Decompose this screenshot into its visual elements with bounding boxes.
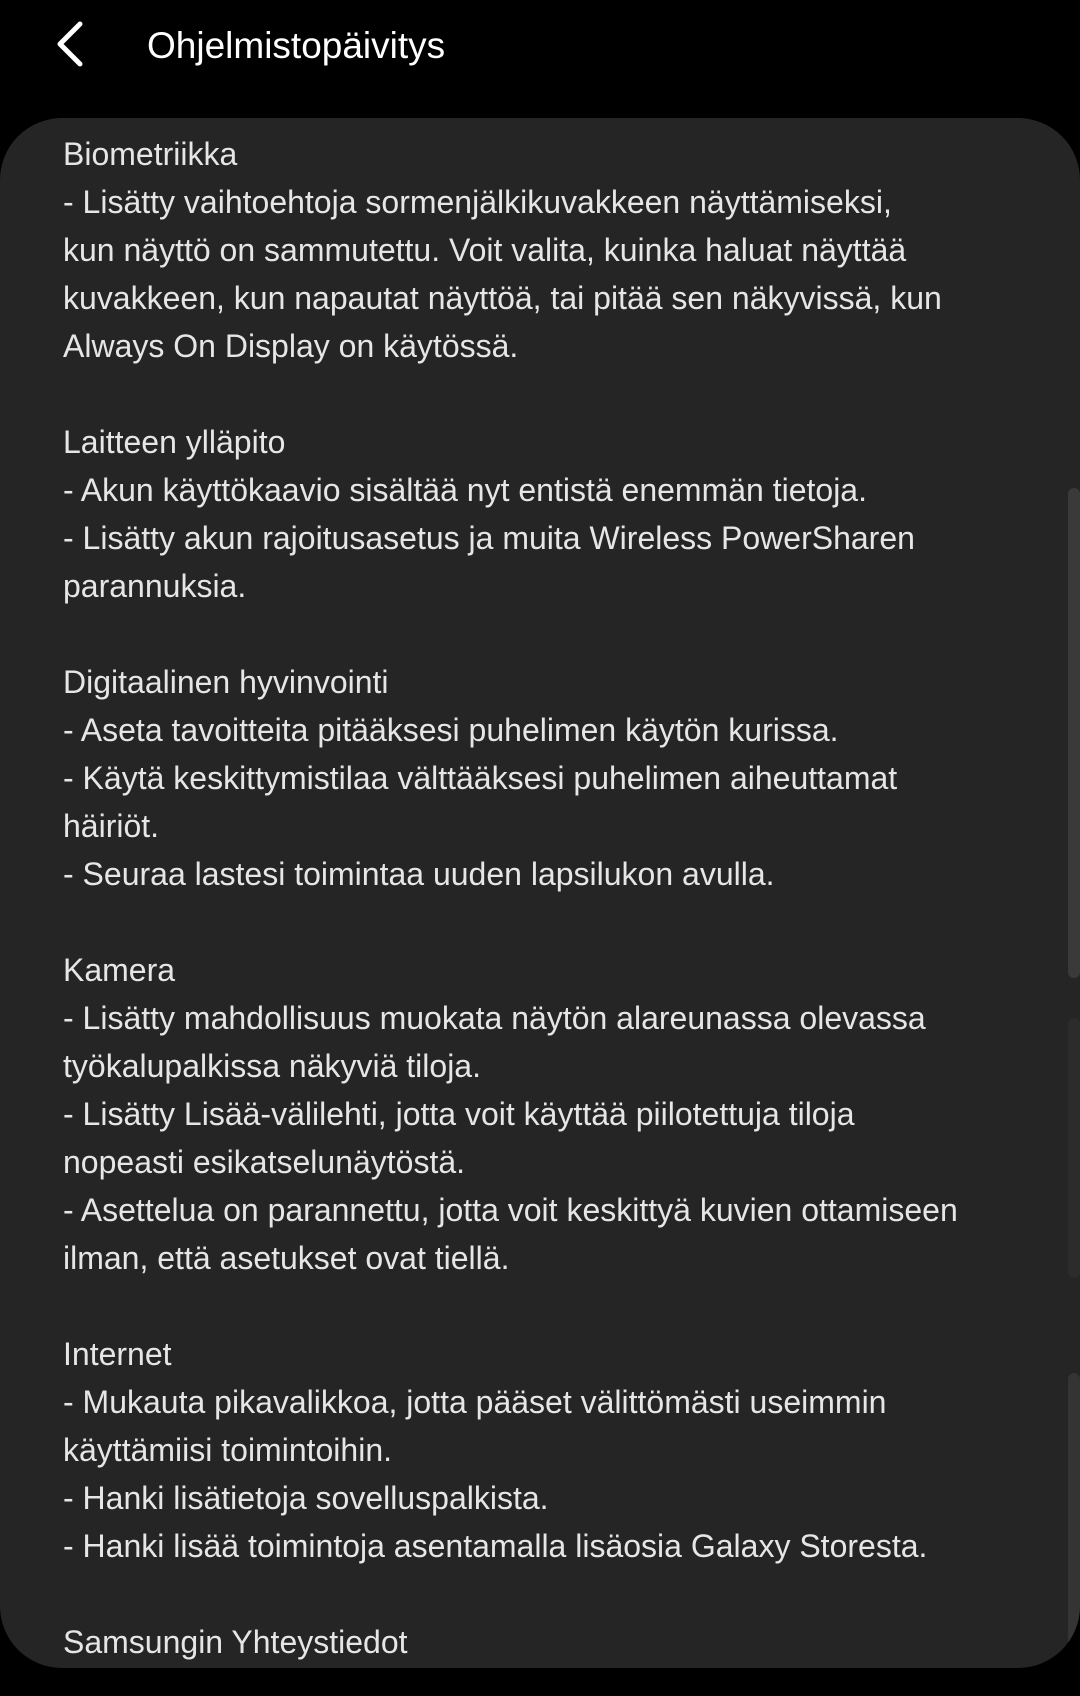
section-spacer (63, 370, 1043, 418)
section-line: kuvakkeen, kun napautat näyttöä, tai pitää sen näkyvissä, kun (63, 280, 942, 316)
section-line: - Lisätty akun rajoitusasetus ja muita Wireless PowerSharen (63, 520, 915, 556)
section-line: kun näyttö on sammutettu. Voit valita, kuinka haluat näyttää (63, 232, 907, 268)
section-heading: Biometriikka (63, 136, 238, 172)
section-heading: Internet (63, 1336, 172, 1372)
release-notes-card[interactable] (0, 118, 1080, 1668)
section-line: - Lisätty mahdollisuus muokata näytön alareunassa olevassa (63, 1000, 926, 1036)
section-line: - Seuraa lastesi toimintaa uuden lapsilukon avulla. (63, 856, 775, 892)
scrollbar-segment[interactable] (1068, 1373, 1080, 1668)
scrollbar-segment[interactable] (1068, 488, 1080, 978)
section-line: - Lisätty vaihtoehtoja sormenjälkikuvakkeen näyttämiseksi, (63, 184, 892, 220)
release-notes-section (63, 658, 1043, 898)
section-line: työkalupalkissa näkyviä tiloja. (63, 1048, 481, 1084)
section-line: - Mukauta pikavalikkoa, jotta pääset välittömästi useimmin (63, 1384, 887, 1420)
section-line: - Asettelua on parannettu, jotta voit keskittyä kuvien ottamiseen (63, 1192, 958, 1228)
release-notes-content (63, 130, 1043, 1666)
release-notes-section (63, 418, 1043, 610)
section-line: - Hanki lisätietoja sovelluspalkista. (63, 1480, 549, 1516)
section-line: - Aseta tavoitteita pitääksesi puhelimen käytön kurissa. (63, 712, 839, 748)
app-header (0, 0, 1080, 100)
release-notes-section (63, 1330, 1043, 1570)
section-line: käyttämiisi toimintoihin. (63, 1432, 392, 1468)
section-line: - Hanki lisää toimintoja asentamalla lisäosia Galaxy Storesta. (63, 1528, 928, 1564)
section-heading: Laitteen ylläpito (63, 424, 286, 460)
release-notes-section (63, 1618, 1043, 1666)
section-spacer (63, 610, 1043, 658)
section-heading: Kamera (63, 952, 176, 988)
section-spacer (63, 1282, 1043, 1330)
section-line: häiriöt. (63, 808, 160, 844)
section-line: Always On Display on käytössä. (63, 328, 519, 364)
section-line: parannuksia. (63, 568, 247, 604)
release-notes-section (63, 130, 1043, 370)
section-spacer (63, 1570, 1043, 1618)
section-heading: Digitaalinen hyvinvointi (63, 664, 389, 700)
section-spacer (63, 898, 1043, 946)
section-line: - Käytä keskittymistilaa välttääksesi puhelimen aiheuttamat (63, 760, 898, 796)
section-line: - Akun käyttökaavio sisältää nyt entistä enemmän tietoja. (63, 472, 867, 508)
release-notes-section (63, 946, 1043, 1282)
chevron-left-icon (42, 12, 106, 76)
page-title: Ohjelmistopäivitys (147, 25, 446, 66)
section-line: nopeasti esikatselunäytöstä. (63, 1144, 466, 1180)
section-line: ilman, että asetukset ovat tiellä. (63, 1240, 510, 1276)
back-button[interactable] (42, 12, 106, 76)
scrollbar-segment[interactable] (1068, 1018, 1080, 1278)
section-heading: Samsungin Yhteystiedot (63, 1624, 408, 1660)
section-line: - Lisätty Lisää-välilehti, jotta voit käyttää piilotettuja tiloja (63, 1096, 855, 1132)
